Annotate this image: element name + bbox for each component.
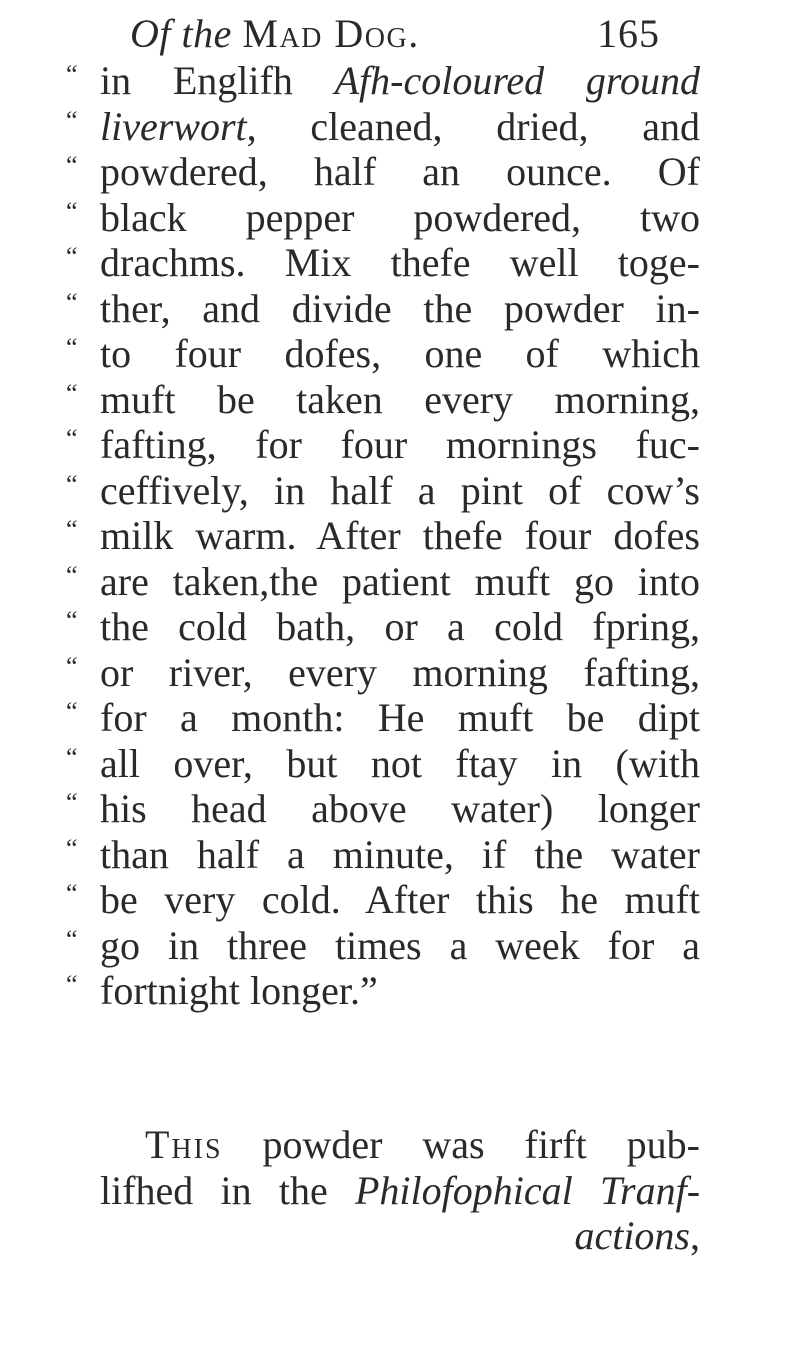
text-segment: ceffively, in half a pint of cow’s	[100, 467, 700, 513]
quote-mark: “	[66, 788, 78, 817]
italic-segment: liverwort	[100, 103, 247, 149]
quote-mark: “	[66, 287, 78, 317]
text-segment: milk warm. After thefe four dofes	[100, 513, 700, 558]
text-segment: fafting, for four mornings fuc-	[100, 422, 700, 467]
quoted-line-text	[100, 695, 700, 741]
text-segment: all over, but not ftay in (with	[100, 740, 700, 786]
quoted-line	[0, 422, 801, 468]
quote-mark: “	[66, 560, 78, 590]
quote-mark: “	[66, 742, 78, 772]
text-segment: powdered, half an ounce. Of	[100, 149, 700, 194]
italic-segment: Afh-coloured ground	[334, 58, 700, 103]
page-number: 165	[597, 11, 660, 56]
quoted-line	[0, 58, 801, 104]
quoted-line	[0, 104, 801, 150]
quoted-line-text	[100, 468, 700, 514]
text-segment: fortnight longer.”	[100, 968, 378, 1013]
journal-title-italic: Philofophical Tranf-	[354, 1167, 701, 1213]
quoted-line	[0, 741, 801, 787]
quoted-line	[0, 195, 801, 241]
text-segment: be very cold. After this he muft	[100, 877, 700, 922]
text-segment: are taken,the patient muft go into	[100, 558, 700, 604]
quoted-line	[0, 149, 801, 195]
quoted-line-text	[100, 786, 700, 832]
quoted-line	[0, 968, 801, 1014]
quoted-line-text	[100, 195, 700, 241]
quote-mark: “	[66, 879, 78, 908]
quoted-line-text	[100, 741, 700, 787]
quote-mark: “	[66, 333, 78, 362]
paragraph-line	[0, 1168, 801, 1214]
quoted-line	[0, 877, 801, 923]
quoted-line	[0, 377, 801, 423]
small-caps-word: This	[145, 1122, 223, 1167]
quote-mark: “	[66, 606, 78, 635]
quote-mark: “	[66, 970, 78, 999]
running-head-title: Mad Dog.	[242, 11, 420, 56]
quoted-line-text	[100, 104, 700, 150]
quoted-line	[0, 695, 801, 741]
quoted-line-text	[100, 604, 700, 650]
paragraph-line3-plain: ,	[690, 1213, 700, 1258]
paragraph-line-text	[440, 1213, 700, 1259]
quote-mark: “	[66, 651, 78, 681]
text-segment: in Englifh	[100, 58, 335, 103]
quote-mark: “	[66, 697, 78, 726]
quoted-line	[0, 832, 801, 878]
quoted-line-text	[100, 650, 700, 696]
text-segment: , cleaned, dried, and	[246, 103, 700, 149]
text-segment: or river, every morning fafting,	[100, 649, 700, 695]
quoted-line-text	[100, 513, 700, 559]
paragraph-line	[0, 1213, 801, 1259]
paragraph-line-text	[100, 1168, 700, 1214]
paragraph-this-powder	[0, 1122, 801, 1259]
text-segment: than half a minute, if the water	[100, 831, 700, 877]
quoted-line-text	[100, 559, 700, 605]
quoted-line-text	[100, 58, 700, 104]
quoted-line	[0, 650, 801, 696]
quote-mark: “	[66, 151, 78, 180]
quote-mark: “	[66, 378, 78, 408]
quoted-line-text	[100, 923, 700, 969]
quoted-line	[0, 286, 801, 332]
quoted-line	[0, 923, 801, 969]
text-segment: go in three times a week for a	[100, 922, 700, 968]
running-head-of-the: Of the	[130, 11, 232, 56]
journal-title-italic-cont: actions	[574, 1213, 690, 1258]
quoted-line	[0, 604, 801, 650]
quoted-line	[0, 513, 801, 559]
text-segment: muft be taken every morning,	[100, 376, 700, 422]
paragraph-line2-plain: lifhed in the	[100, 1167, 355, 1213]
text-segment: for a month: He muft be dipt	[100, 695, 700, 740]
quoted-line-text	[100, 377, 700, 423]
quoted-recipe-text	[0, 58, 801, 1014]
quoted-line	[0, 786, 801, 832]
paragraph-line	[0, 1122, 801, 1168]
quoted-line	[0, 240, 801, 286]
text-segment: his head above water) longer	[100, 786, 700, 831]
text-segment: black pepper powdered, two	[100, 194, 700, 240]
text-segment: to four dofes, one of which	[100, 331, 700, 376]
quoted-line	[0, 468, 801, 514]
quoted-line-text	[100, 968, 700, 1014]
quoted-line-text	[100, 877, 700, 923]
quote-mark: “	[66, 833, 78, 863]
quote-mark: “	[66, 424, 78, 453]
quoted-line-text	[100, 149, 700, 195]
quote-mark: “	[66, 242, 78, 271]
quoted-line	[0, 559, 801, 605]
quote-mark: “	[66, 196, 78, 226]
paragraph-line-text	[145, 1122, 700, 1168]
quote-mark: “	[66, 924, 78, 954]
quoted-line-text	[100, 240, 700, 286]
quoted-line-text	[100, 331, 700, 377]
text-segment: drachms. Mix thefe well toge-	[100, 240, 700, 285]
quoted-line-text	[100, 286, 700, 332]
quoted-line	[0, 331, 801, 377]
running-head	[130, 6, 660, 62]
quoted-line-text	[100, 422, 700, 468]
quote-mark: “	[66, 469, 78, 499]
quoted-line-text	[100, 832, 700, 878]
text-segment: ther, and divide the powder in-	[100, 285, 700, 331]
quote-mark: “	[66, 515, 78, 544]
quote-mark: “	[66, 60, 78, 89]
text-segment: the cold bath, or a cold fpring,	[100, 604, 700, 649]
paragraph-line1-rest: powder was firft pub-	[222, 1122, 700, 1167]
quote-mark: “	[66, 105, 78, 135]
